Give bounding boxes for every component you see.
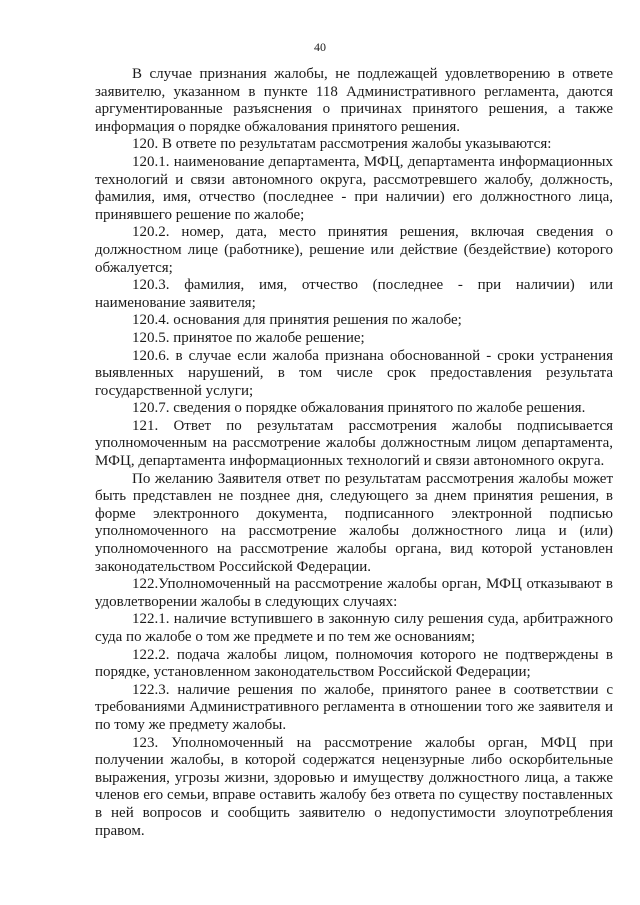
paragraph-121: 121. Ответ по результатам рассмотрения жалобы подписывается уполномоченным на рассмотрение жалобы должностным лицом департамента, МФЦ, департамента информационных технологий и связи автономного округа. <box>95 417 613 470</box>
paragraph-122: 122.Уполномоченный на рассмотрение жалобы орган, МФЦ отказывают в удовлетворении жалобы в следующих случаях: <box>95 576 613 610</box>
paragraph-refusal-reasons: В случае признания жалобы, не подлежащей удовлетворению в ответе заявителю, указанном в пункте 118 Административного регламента, даются аргументированные разъяснения о причинах принятого решения, а также информация о порядке обжалования принятого решения. <box>95 66 613 135</box>
paragraph-120-3: 120.3. фамилия, имя, отчество (последнее - при наличии) или наименование заявителя; <box>95 277 613 311</box>
paragraph-122-2: 122.2. подача жалобы лицом, полномочия которого не подтверждены в порядке, установленном законодательством Российской Федерации; <box>95 646 613 681</box>
paragraph-122-3: 122.3. наличие решения по жалобе, принятого ранее в соответствии с требованиями Административного регламента в отношении того же заявителя и по тому же предмету жалобы. <box>95 681 613 733</box>
paragraph-120-6: 120.6. в случае если жалоба признана обоснованной - сроки устранения выявленных нарушений, в том числе срок предоставления результата государственной услуги; <box>95 347 613 399</box>
page-number: 40 <box>314 40 326 54</box>
document-body <box>95 66 613 840</box>
paragraph-120-7: 120.7. сведения о порядке обжалования принятого по жалобе решения. <box>132 400 586 417</box>
paragraph-120-2: 120.2. номер, дата, место принятия решения, включая сведения о должностном лице (работнике), решение или действие (бездействие) которого обжалуется; <box>95 224 613 276</box>
paragraph-120-1: 120.1. наименование департамента, МФЦ, департамента информационных технологий и связи автономного округа, рассмотревшего жалобу, должность, фамилия, имя, отчество (последнее - при наличии) его должностного лица, принявшего решение по жалобе; <box>95 153 613 223</box>
paragraph-120-5: 120.5. принятое по жалобе решение; <box>132 329 365 346</box>
paragraph-122-1: 122.1. наличие вступившего в законную силу решения суда, арбитражного суда по жалобе о том же предмете и по тем же основаниям; <box>95 611 613 645</box>
paragraph-123: 123. Уполномоченный на рассмотрение жалобы орган, МФЦ при получении жалобы, в которой содержатся нецензурные либо оскорбительные выражения, угрозы жизни, здоровью и имуществу должностного лица, а также членов его семьи, вправе оставить жалобу без ответа по существу поставленных в ней вопросов и сообщить заявителю о недопустимости злоупотребления правом. <box>95 734 613 839</box>
paragraph-120: 120. В ответе по результатам рассмотрения жалобы указываются: <box>132 136 552 153</box>
paragraph-electronic-response: По желанию Заявителя ответ по результатам рассмотрения жалобы может быть представлен не позднее дня, следующего за днем принятия решения, в форме электронного документа, подписанного электронной подписью уполномоченного на рассмотрение жалобы должностного лица и (или) уполномоченного на рассмотрение жалобы органа, вид которой установлен законодательством Российской Федерации. <box>95 470 613 575</box>
paragraph-120-4: 120.4. основания для принятия решения по жалобе; <box>132 312 462 329</box>
